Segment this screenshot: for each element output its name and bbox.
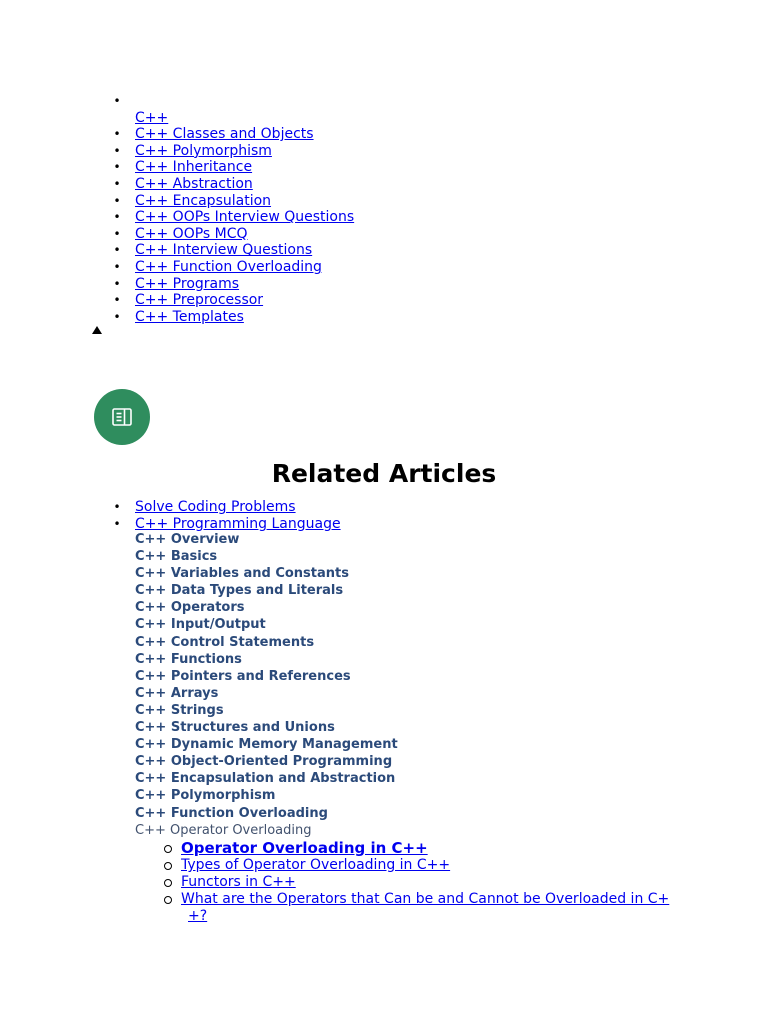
bullet-icon: • <box>113 293 121 308</box>
subtopic-link-operator-overloading[interactable]: Operator Overloading in C++ <box>181 839 428 857</box>
caret-up-icon[interactable] <box>92 326 102 334</box>
topic-item[interactable]: C++ Dynamic Memory Management <box>135 737 398 753</box>
topic-item[interactable]: C++ Overview <box>135 532 240 547</box>
menu-list-item <box>0 93 768 110</box>
bullet-icon: • <box>113 309 121 324</box>
topic-item[interactable]: C++ Control Statements <box>135 634 315 650</box>
menu-link-classes-and-objects[interactable]: C++ Classes and Objects <box>135 126 314 143</box>
topic-item-current[interactable]: C++ Operator Overloading <box>135 822 312 838</box>
menu-link-encapsulation[interactable]: C++ Encapsulation <box>135 192 272 209</box>
topic-item[interactable]: C++ Object-Oriented Programming <box>135 754 393 770</box>
menu-list-item <box>0 176 768 193</box>
topic-item[interactable]: C++ Basics <box>135 549 218 565</box>
article-icon <box>110 405 134 429</box>
menu-link-inheritance[interactable]: C++ Inheritance <box>135 159 253 176</box>
menu-list-item <box>0 126 768 143</box>
topic-item[interactable]: C++ Variables and Constants <box>135 566 349 582</box>
menu-link-polymorphism[interactable]: C++ Polymorphism <box>135 142 272 159</box>
circle-bullet-icon <box>164 879 172 887</box>
menu-link-templates[interactable]: C++ Templates <box>135 308 244 325</box>
menu-list-item <box>0 209 768 226</box>
subtopic-item <box>0 857 671 874</box>
course-menu-list <box>0 93 768 325</box>
solve-coding-problems-link[interactable]: Solve Coding Problems <box>135 499 296 515</box>
topic-item[interactable]: C++ Data Types and Literals <box>135 583 344 599</box>
topic-item[interactable]: C++ Pointers and References <box>135 668 351 684</box>
menu-list-item <box>0 143 768 160</box>
circle-bullet-icon <box>164 896 172 904</box>
bullet-icon: • <box>113 193 121 208</box>
topic-list <box>135 531 398 839</box>
menu-list-item <box>0 309 768 326</box>
menu-link-cpp[interactable]: C++ <box>135 109 169 126</box>
article-badge[interactable] <box>94 389 150 445</box>
bullet-icon: • <box>113 210 121 225</box>
bullet-icon: • <box>113 516 121 531</box>
menu-link-function-overloading[interactable]: C++ Function Overloading <box>135 258 322 275</box>
bullet-icon: • <box>113 94 121 108</box>
menu-link-preprocessor[interactable]: C++ Preprocessor <box>135 292 264 309</box>
menu-list-item <box>0 110 768 127</box>
subtopic-item <box>0 874 671 891</box>
menu-list-item <box>0 193 768 210</box>
subtopic-link-line-2: +? <box>188 908 208 924</box>
subtopic-link-types-of-operator-overloading[interactable]: Types of Operator Overloading in C++ <box>181 857 451 873</box>
topic-item[interactable]: C++ Input/Output <box>135 617 266 633</box>
topic-item[interactable]: C++ Polymorphism <box>135 788 276 804</box>
topic-item[interactable]: C++ Strings <box>135 702 224 718</box>
subtopic-item <box>0 839 671 857</box>
topic-item[interactable]: C++ Structures and Unions <box>135 720 335 736</box>
topic-item[interactable]: C++ Arrays <box>135 685 219 701</box>
bullet-icon: • <box>113 143 121 158</box>
bullet-icon: • <box>113 226 121 241</box>
menu-link-interview-questions[interactable]: C++ Interview Questions <box>135 242 313 259</box>
related-articles-heading: Related Articles <box>271 459 497 488</box>
subtopic-link-overloadable-operators[interactable] <box>181 891 671 925</box>
bullet-icon: • <box>113 259 121 274</box>
topic-item[interactable]: C++ Function Overloading <box>135 805 328 821</box>
menu-list-item <box>0 292 768 309</box>
bullet-icon: • <box>113 176 121 191</box>
topic-item[interactable]: C++ Operators <box>135 600 245 616</box>
menu-link-oops-interview-questions[interactable]: C++ OOPs Interview Questions <box>135 209 355 226</box>
bullet-icon: • <box>113 160 121 175</box>
menu-list-item <box>0 159 768 176</box>
bullet-icon: • <box>113 276 121 291</box>
subtopic-list <box>0 839 768 925</box>
topic-item[interactable]: C++ Encapsulation and Abstraction <box>135 771 396 787</box>
bullet-icon: • <box>113 127 121 142</box>
related-list-item <box>0 499 768 516</box>
menu-link-abstraction[interactable]: C++ Abstraction <box>135 175 253 192</box>
menu-link-oops-mcq[interactable]: C++ OOPs MCQ <box>135 225 248 242</box>
menu-list-item <box>0 226 768 243</box>
cpp-programming-language-link[interactable]: C++ Programming Language <box>135 515 341 532</box>
bullet-icon: • <box>113 243 121 258</box>
menu-list-item <box>0 242 768 259</box>
circle-bullet-icon <box>164 862 172 870</box>
topic-item[interactable]: C++ Functions <box>135 651 242 667</box>
circle-bullet-icon <box>164 845 172 853</box>
menu-list-item <box>0 259 768 276</box>
subtopic-link-line-1: What are the Operators that Can be and Cannot be Overloaded in C+ <box>181 891 670 907</box>
subtopic-item <box>0 891 671 925</box>
subtopic-link-functors[interactable]: Functors in C++ <box>181 874 296 890</box>
bullet-icon: • <box>113 500 121 514</box>
menu-list-item <box>0 276 768 293</box>
menu-link-programs[interactable]: C++ Programs <box>135 275 240 292</box>
related-links-list <box>0 499 768 533</box>
